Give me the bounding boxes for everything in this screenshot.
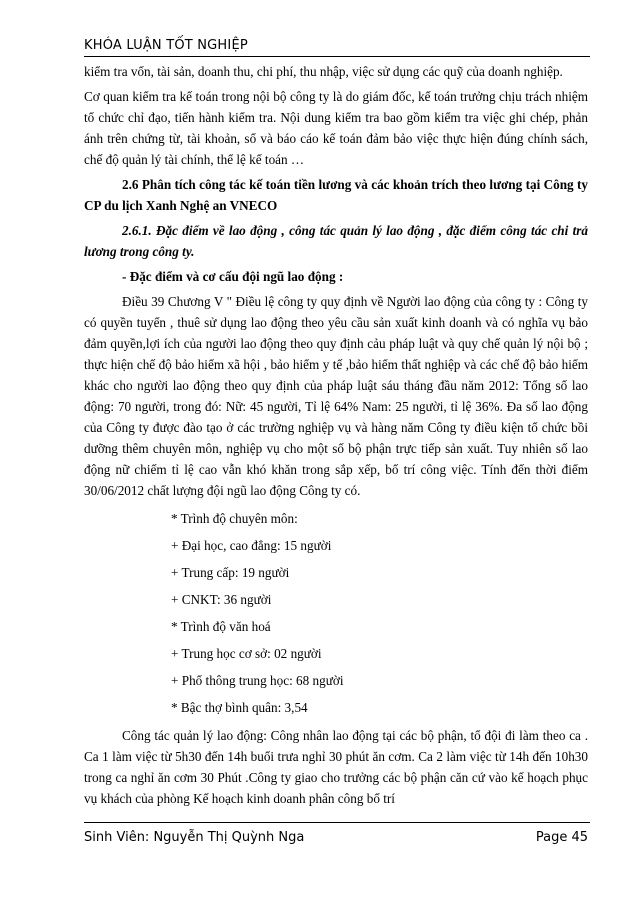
list-item: + Phổ thông trung học: 68 người: [171, 673, 344, 688]
running-header: KHÓA LUẬN TỐT NGHIỆP: [84, 38, 248, 53]
paragraph: kiểm tra vốn, tài sản, doanh thu, chi phí, thu nhập, việc sử dụng các quỹ của doanh nghiệp.: [84, 64, 563, 79]
footer-page-number: Page 45: [535, 830, 588, 845]
footer-rule: [84, 822, 590, 823]
list-item: * Trình độ chuyên môn:: [171, 511, 298, 526]
list-item: + Trung học cơ sở: 02 người: [171, 646, 322, 661]
paragraph: Cơ quan kiểm tra kế toán trong nội bộ công ty là do giám đốc, kế toán trưởng chịu trách nhiệm tổ chức chỉ đạo, tiến hành kiểm tra. Nội dung kiểm tra bao gồm kiểm tra việc ghi chép, phản ánh trên chứng từ, tài khoản, sổ và báo cáo kế toán đảm bảo việc thực hiện đúng chính sách, chế độ quản lý tài chính, thể lệ kế toán …: [84, 89, 588, 167]
header-rule: [84, 56, 590, 57]
list-item: * Bậc thợ bình quân: 3,54: [171, 700, 308, 715]
paragraph: Điều 39 Chương V " Điều lệ công ty quy định về Người lao động của công ty : Công ty có quyền tuyển , thuê sử dụng lao động theo yêu cầu sản xuất kinh doanh và có nghĩa vụ bảo đảm quyền,lợi ích của người lao động theo quy định cảu pháp luật và quy chế quản lý nội bộ ; thực hiện chế độ bảo hiểm xã hội , bảo hiểm y tế ,bảo hiểm thất nghiệp và các chế độ bảo hiểm khác cho người lao động theo quy định của pháp luật sáu tháng đầu năm 2012: Tổng số lao động: 70 người, trong đó: Nữ: 45 người, Tỉ lệ 64% Nam: 25 người, tỉ lệ 36%. Đa số lao động của Công ty được đào tạo ở các trường nghiệp vụ và hàng năm Công ty điều kiện tổ chức bồi dưỡng thêm chuyên môn, nghiệp vụ cho một số bộ phận trực tiếp sản xuất. Tuy nhiên số lao động nữ chiếm tỉ lệ cao vẫn khó khăn trong sắp xếp, bố trí công việc. Tính đến thời điểm 30/06/2012 chất lượng đội ngũ lao động Công ty có.: [84, 294, 588, 498]
qualification-list: [84, 505, 588, 721]
subsection-heading: 2.6.1. Đặc điểm về lao động , công tác quản lý lao động , đặc điểm công tác chi trả lương trong công ty.: [84, 223, 588, 259]
list-item: + CNKT: 36 người: [171, 592, 272, 607]
page-body: [84, 61, 588, 809]
bullet-heading: - Đặc điểm và cơ cấu đội ngũ lao động :: [122, 269, 344, 284]
footer-student-name: Sinh Viên: Nguyễn Thị Quỳnh Nga: [84, 830, 305, 845]
list-item: + Trung cấp: 19 người: [171, 565, 290, 580]
section-heading: 2.6 Phân tích công tác kế toán tiền lương và các khoản trích theo lương tại Công ty CP du lịch Xanh Nghệ an VNECO: [84, 177, 588, 213]
paragraph: Công tác quản lý lao động: Công nhân lao động tại các bộ phận, tổ đội đi làm theo ca . Ca 1 làm việc từ 5h30 đến 14h buổi trưa nghỉ 30 phút ăn cơm. Ca 2 làm việc từ 14h đến 10h30 trong ca nghỉ ăn cơm 30 Phút .Công ty giao cho trưởng các bộ phận căn cứ vào kế hoạch phục vụ khách của phòng Kế hoạch kinh doanh phân công bố trí: [84, 728, 588, 806]
list-item: * Trình độ văn hoá: [171, 619, 271, 634]
list-item: + Đại học, cao đẳng: 15 người: [171, 538, 332, 553]
